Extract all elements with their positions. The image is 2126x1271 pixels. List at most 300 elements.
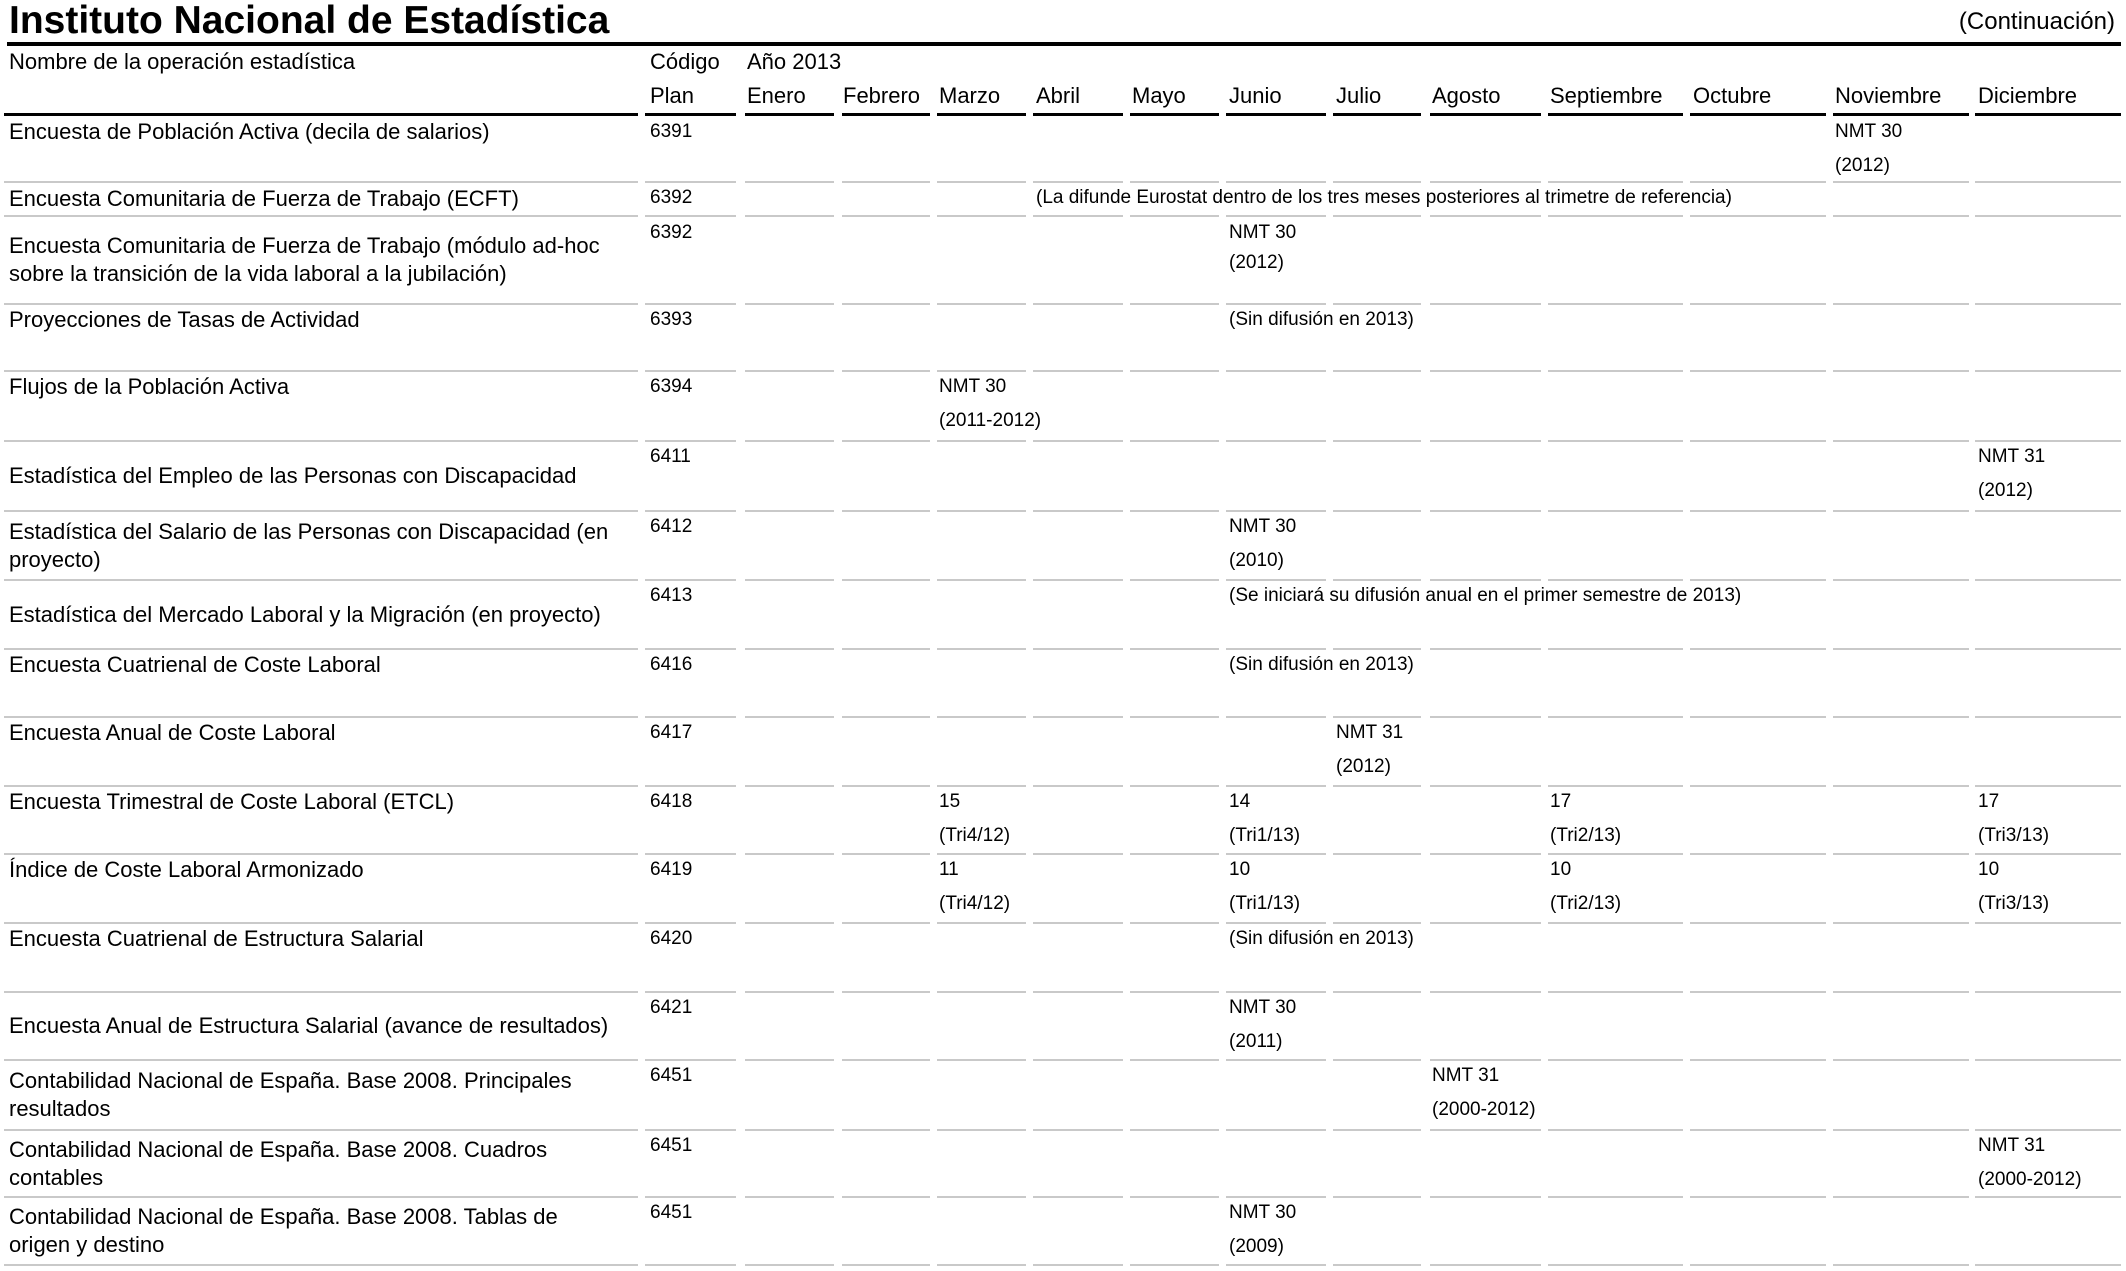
row-divider-segment xyxy=(1690,440,1826,442)
row-divider-segment xyxy=(1690,1264,1826,1266)
row-divider-segment xyxy=(1033,510,1123,512)
row-divider-segment xyxy=(645,215,736,217)
row-divider-segment xyxy=(1690,922,1826,924)
release-period: (Tri2/13) xyxy=(1550,825,1622,846)
row-divider-segment xyxy=(937,579,1026,581)
row-divider-segment xyxy=(1975,922,2121,924)
release-period: (2012) xyxy=(1835,155,1890,176)
row-divider-segment xyxy=(4,181,638,183)
row-divider-segment xyxy=(937,440,1026,442)
row-divider-segment xyxy=(1548,648,1683,650)
row-divider-segment xyxy=(842,922,930,924)
row-divider-segment xyxy=(1130,510,1219,512)
header-rule-segment xyxy=(1975,113,2121,116)
row-divider-segment xyxy=(4,785,638,787)
row-divider-segment xyxy=(745,716,834,718)
release-number: NMT 31 xyxy=(1978,446,2046,467)
operation-name: Contabilidad Nacional de España. Base 2008. Tablas de origen y destino xyxy=(9,1204,558,1257)
row-divider-segment xyxy=(745,853,834,855)
row-divider-segment xyxy=(1130,991,1219,993)
row-divider-segment xyxy=(937,1059,1026,1061)
month-header: Octubre xyxy=(1693,83,1772,108)
row-divider-segment xyxy=(1548,1264,1683,1266)
row-divider-segment xyxy=(1033,716,1123,718)
release-period: (Tri4/12) xyxy=(939,825,1011,846)
column-header-name: Nombre de la operación estadística xyxy=(9,49,356,74)
column-header-year: Año 2013 xyxy=(747,49,842,74)
row-divider-segment xyxy=(1226,370,1326,372)
row-divider-segment xyxy=(1548,215,1683,217)
row-divider-segment xyxy=(842,648,930,650)
row-divider-segment xyxy=(1333,991,1421,993)
release-number: NMT 31 xyxy=(1336,722,1404,743)
row-divider-segment xyxy=(1033,1196,1123,1198)
row-divider-segment xyxy=(937,510,1026,512)
release-cell xyxy=(1835,115,1902,183)
row-divider-segment xyxy=(1430,510,1541,512)
operation-name: Encuesta Comunitaria de Fuerza de Trabajo (ECFT) xyxy=(9,186,519,211)
row-divider-segment xyxy=(1548,922,1683,924)
plan-code: 6421 xyxy=(650,997,693,1018)
operation-name: Estadística del Salario de las Personas con Discapacidad (en proyecto) xyxy=(9,518,609,572)
row-divider-segment xyxy=(1690,510,1826,512)
row-divider-segment xyxy=(1130,716,1219,718)
row-divider-segment xyxy=(937,648,1026,650)
release-cell xyxy=(1978,1129,2082,1197)
release-note: (La difunde Eurostat dentro de los tres meses posteriores al trimetre de referencia) xyxy=(1036,187,1732,208)
row-divider-segment xyxy=(842,303,930,305)
row-divider-segment xyxy=(745,440,834,442)
release-period: (2012) xyxy=(1229,252,1284,273)
row-divider-segment xyxy=(4,1059,638,1061)
row-divider-segment xyxy=(1690,716,1826,718)
row-divider-segment xyxy=(1130,1264,1219,1266)
header-rule-segment xyxy=(1333,113,1421,116)
row-divider-segment xyxy=(1333,1129,1421,1131)
row-divider-segment xyxy=(1130,648,1219,650)
operation-name: Encuesta Comunitaria de Fuerza de Trabajo (módulo ad-hoc sobre la transición de la vida laboral a la jubilación) xyxy=(9,233,600,286)
row-divider-segment xyxy=(937,303,1026,305)
row-divider-segment xyxy=(1690,853,1826,855)
row-divider-segment xyxy=(1033,991,1123,993)
release-cell xyxy=(1978,853,2049,921)
row-divider-segment xyxy=(1130,1196,1219,1198)
release-cell xyxy=(1229,785,1300,853)
row-divider-segment xyxy=(1833,991,1969,993)
row-divider-segment xyxy=(745,303,834,305)
release-period: (Tri2/13) xyxy=(1550,893,1622,914)
row-divider-segment xyxy=(1130,1059,1219,1061)
release-note: (Sin difusión en 2013) xyxy=(1229,928,1414,949)
row-divider-segment xyxy=(1975,579,2121,581)
row-divider-segment xyxy=(1226,716,1326,718)
header-rule-segment xyxy=(745,113,834,116)
row-divider-segment xyxy=(1033,215,1123,217)
row-divider-segment xyxy=(4,853,638,855)
release-number: 10 xyxy=(1229,859,1251,880)
plan-code: 6418 xyxy=(650,791,693,812)
release-cell xyxy=(1336,716,1403,784)
row-divider-segment xyxy=(1548,370,1683,372)
page-title: Instituto Nacional de Estadística xyxy=(9,0,610,42)
release-cell xyxy=(939,370,1041,438)
row-divider-segment xyxy=(1430,785,1541,787)
row-divider-segment xyxy=(1033,785,1123,787)
month-header: Diciembre xyxy=(1978,83,2078,108)
row-divider-segment xyxy=(1548,1059,1683,1061)
row-divider-segment xyxy=(1033,579,1123,581)
row-divider-segment xyxy=(1833,1196,1969,1198)
row-divider-segment xyxy=(1033,1129,1123,1131)
row-divider-segment xyxy=(842,1196,930,1198)
release-number: 17 xyxy=(1550,791,1572,812)
release-cell xyxy=(1229,218,1296,278)
release-number: 10 xyxy=(1550,859,1572,880)
row-divider-segment xyxy=(937,716,1026,718)
release-number: NMT 30 xyxy=(1835,121,1903,142)
row-divider-segment xyxy=(1833,579,1969,581)
row-divider-segment xyxy=(1690,785,1826,787)
row-divider-segment xyxy=(1690,1129,1826,1131)
operation-name: Estadística del Empleo de las Personas con Discapacidad xyxy=(9,463,577,488)
row-divider-segment xyxy=(1833,215,1969,217)
release-period: (2010) xyxy=(1229,550,1284,571)
row-divider-segment xyxy=(1975,181,2121,183)
month-header: Abril xyxy=(1036,83,1081,108)
row-divider-segment xyxy=(1975,510,2121,512)
row-divider-segment xyxy=(1548,303,1683,305)
header-rule-segment xyxy=(842,113,930,116)
row-divider-segment xyxy=(1690,1196,1826,1198)
plan-code: 6417 xyxy=(650,722,693,743)
row-divider-segment xyxy=(1226,1129,1326,1131)
month-header: Agosto xyxy=(1432,83,1501,108)
row-divider-segment xyxy=(1130,579,1219,581)
operation-name: Flujos de la Población Activa xyxy=(9,374,290,399)
row-divider-segment xyxy=(1833,785,1969,787)
operation-name: Encuesta Anual de Coste Laboral xyxy=(9,720,336,745)
row-divider-segment xyxy=(1975,303,2121,305)
row-divider-segment xyxy=(842,1264,930,1266)
release-cell xyxy=(1229,1196,1296,1264)
month-header: Febrero xyxy=(843,83,921,108)
row-divider-segment xyxy=(842,181,930,183)
row-divider-segment xyxy=(4,440,638,442)
row-divider-segment xyxy=(1033,922,1123,924)
release-cell xyxy=(1229,510,1296,578)
plan-code: 6419 xyxy=(650,859,693,880)
row-divider-segment xyxy=(937,215,1026,217)
row-divider-segment xyxy=(1130,440,1219,442)
release-cell xyxy=(939,785,1010,853)
row-divider-segment xyxy=(1333,785,1421,787)
row-divider-segment xyxy=(842,716,930,718)
operation-name: Estadística del Mercado Laboral y la Migración (en proyecto) xyxy=(9,601,601,627)
release-number: NMT 30 xyxy=(939,376,1007,397)
plan-code: 6412 xyxy=(650,516,693,537)
row-divider-segment xyxy=(1833,1129,1969,1131)
row-divider-segment xyxy=(937,991,1026,993)
row-divider-segment xyxy=(842,991,930,993)
row-divider-segment xyxy=(1333,1264,1421,1266)
release-period: (2012) xyxy=(1336,756,1391,777)
plan-code: 6391 xyxy=(650,121,693,142)
row-divider-segment xyxy=(4,716,638,718)
plan-code: 6393 xyxy=(650,309,693,330)
operation-name: Encuesta de Población Activa (decila de salarios) xyxy=(9,119,490,144)
row-divider-segment xyxy=(1975,215,2121,217)
row-divider-segment xyxy=(1833,303,1969,305)
release-number: 14 xyxy=(1229,791,1251,812)
row-divider-segment xyxy=(4,510,638,512)
release-number: 17 xyxy=(1978,791,2000,812)
row-divider-segment xyxy=(1333,853,1421,855)
row-divider-segment xyxy=(1690,370,1826,372)
row-divider-segment xyxy=(842,510,930,512)
plan-code: 6413 xyxy=(650,585,693,606)
row-divider-segment xyxy=(842,579,930,581)
row-divider-segment xyxy=(1430,303,1541,305)
header-rule-segment xyxy=(4,113,638,116)
row-divider-segment xyxy=(1130,1129,1219,1131)
row-divider-segment xyxy=(937,1129,1026,1131)
row-divider-segment xyxy=(1033,1264,1123,1266)
row-divider-segment xyxy=(1548,510,1683,512)
header-rule-segment xyxy=(1033,113,1123,116)
plan-code: 6411 xyxy=(650,446,691,467)
row-divider-segment xyxy=(1430,853,1541,855)
row-divider-segment xyxy=(1548,1129,1683,1131)
row-divider-segment xyxy=(745,370,834,372)
operation-name: Encuesta Anual de Estructura Salarial (avance de resultados) xyxy=(9,1013,609,1038)
row-divider-segment xyxy=(745,922,834,924)
column-header-code: Código xyxy=(650,49,720,74)
row-divider-segment xyxy=(745,785,834,787)
row-divider-segment xyxy=(1833,181,1969,183)
release-period: (2011) xyxy=(1229,1031,1283,1052)
release-period: (Tri3/13) xyxy=(1978,825,2050,846)
row-divider-segment xyxy=(937,1196,1026,1198)
row-divider-segment xyxy=(1430,370,1541,372)
plan-code: 6392 xyxy=(650,222,693,243)
release-number: 15 xyxy=(939,791,961,812)
plan-code: 6451 xyxy=(650,1202,693,1223)
row-divider-segment xyxy=(1833,1264,1969,1266)
row-divider-segment xyxy=(842,1059,930,1061)
release-number: NMT 30 xyxy=(1229,516,1297,537)
row-divider-segment xyxy=(745,181,834,183)
row-divider-segment xyxy=(745,648,834,650)
row-divider-segment xyxy=(1333,440,1421,442)
row-divider-segment xyxy=(1430,215,1541,217)
release-note: (Sin difusión en 2013) xyxy=(1229,309,1414,330)
row-divider-segment xyxy=(1033,370,1123,372)
row-divider-segment xyxy=(1975,1196,2121,1198)
row-divider-segment xyxy=(1975,1059,2121,1061)
row-divider-segment xyxy=(1430,991,1541,993)
row-divider-segment xyxy=(1833,510,1969,512)
release-cell xyxy=(1550,853,1621,921)
release-cell xyxy=(1550,785,1621,853)
row-divider-segment xyxy=(1690,991,1826,993)
row-divider-segment xyxy=(1690,215,1826,217)
row-divider-segment xyxy=(842,853,930,855)
plan-code: 6451 xyxy=(650,1135,693,1156)
row-divider-segment xyxy=(1430,1264,1541,1266)
operation-name: Encuesta Cuatrienal de Estructura Salarial xyxy=(9,926,424,951)
operation-name: Encuesta Cuatrienal de Coste Laboral xyxy=(9,652,381,677)
continuation-label: (Continuación) xyxy=(1958,8,2115,35)
row-divider-segment xyxy=(842,370,930,372)
row-divider-segment xyxy=(1226,1264,1326,1266)
operation-name: Proyecciones de Tasas de Actividad xyxy=(9,307,360,332)
release-cell xyxy=(1978,785,2049,853)
row-divider-segment xyxy=(842,1129,930,1131)
row-divider-segment xyxy=(4,1196,638,1198)
title-rule xyxy=(7,42,2121,46)
row-divider-segment xyxy=(745,1264,834,1266)
row-divider-segment xyxy=(1430,922,1541,924)
row-divider-segment xyxy=(645,1264,736,1266)
row-divider-segment xyxy=(4,215,638,217)
row-divider-segment xyxy=(1033,853,1123,855)
release-cell xyxy=(1229,853,1300,921)
row-divider-segment xyxy=(1226,440,1326,442)
operation-name: Índice de Coste Laboral Armonizado xyxy=(9,857,364,882)
header-rule-segment xyxy=(1548,113,1683,116)
row-divider-segment xyxy=(745,1196,834,1198)
row-divider-segment xyxy=(1333,510,1421,512)
row-divider-segment xyxy=(1975,370,2121,372)
release-cell xyxy=(939,853,1010,921)
row-divider-segment xyxy=(1333,370,1421,372)
row-divider-segment xyxy=(4,1264,638,1266)
header-rule-segment xyxy=(1226,113,1326,116)
row-divider-segment xyxy=(842,785,930,787)
row-divider-segment xyxy=(4,303,638,305)
release-number: NMT 31 xyxy=(1978,1135,2046,1156)
row-divider-segment xyxy=(1130,785,1219,787)
row-divider-segment xyxy=(1833,1059,1969,1061)
row-divider-segment xyxy=(4,922,638,924)
release-period: (2009) xyxy=(1229,1236,1284,1257)
release-cell xyxy=(1229,991,1296,1059)
row-divider-segment xyxy=(1130,215,1219,217)
row-divider-segment xyxy=(1130,853,1219,855)
header-rule-segment xyxy=(1690,113,1826,116)
row-divider-segment xyxy=(1975,648,2121,650)
row-divider-segment xyxy=(1430,716,1541,718)
row-divider-segment xyxy=(1033,1059,1123,1061)
row-divider-segment xyxy=(1226,215,1326,217)
release-number: NMT 30 xyxy=(1229,997,1297,1018)
row-divider-segment xyxy=(4,1129,638,1131)
row-divider-segment xyxy=(1333,1059,1421,1061)
row-divider-segment xyxy=(4,991,638,993)
release-period: (Tri1/13) xyxy=(1229,825,1301,846)
row-divider-segment xyxy=(745,1059,834,1061)
row-divider-segment xyxy=(842,215,930,217)
row-divider-segment xyxy=(1130,303,1219,305)
row-divider-segment xyxy=(4,370,638,372)
row-divider-segment xyxy=(1690,648,1826,650)
month-header: Junio xyxy=(1229,83,1282,108)
release-period: (2011-2012) xyxy=(939,410,1042,431)
row-divider-segment xyxy=(1833,716,1969,718)
row-divider-segment xyxy=(1975,1264,2121,1266)
month-header: Mayo xyxy=(1132,83,1186,108)
row-divider-segment xyxy=(1333,215,1421,217)
row-divider-segment xyxy=(745,1129,834,1131)
header-rule-segment xyxy=(937,113,1026,116)
row-divider-segment xyxy=(4,579,638,581)
release-number: 10 xyxy=(1978,859,2000,880)
row-divider-segment xyxy=(1033,440,1123,442)
release-period: (2012) xyxy=(1978,480,2033,501)
row-divider-segment xyxy=(4,648,638,650)
header-rule-segment xyxy=(1130,113,1219,116)
release-number: NMT 31 xyxy=(1432,1065,1500,1086)
row-divider-segment xyxy=(1430,440,1541,442)
release-cell xyxy=(1978,440,2045,508)
row-divider-segment xyxy=(1833,853,1969,855)
row-divider-segment xyxy=(1430,648,1541,650)
row-divider-segment xyxy=(1690,1059,1826,1061)
row-divider-segment xyxy=(1430,1129,1541,1131)
row-divider-segment xyxy=(937,181,1026,183)
row-divider-segment xyxy=(842,440,930,442)
release-note: (Se iniciará su difusión anual en el primer semestre de 2013) xyxy=(1229,585,1742,606)
release-note: (Sin difusión en 2013) xyxy=(1229,654,1414,675)
row-divider-segment xyxy=(1226,1059,1326,1061)
plan-code: 6394 xyxy=(650,376,693,397)
month-header: Julio xyxy=(1336,83,1382,108)
release-period: (Tri4/12) xyxy=(939,893,1011,914)
header-rule-segment xyxy=(1430,113,1541,116)
row-divider-segment xyxy=(745,579,834,581)
operation-name: Encuesta Trimestral de Coste Laboral (ETCL) xyxy=(9,789,455,814)
row-divider-segment xyxy=(745,215,834,217)
row-divider-segment xyxy=(1833,370,1969,372)
row-divider-segment xyxy=(1033,648,1123,650)
release-period: (2000-2012) xyxy=(1978,1169,2082,1190)
row-divider-segment xyxy=(937,1264,1026,1266)
release-number: 11 xyxy=(939,859,959,880)
release-cell xyxy=(1432,1059,1536,1127)
release-period: (Tri1/13) xyxy=(1229,893,1301,914)
operation-name: Contabilidad Nacional de España. Base 2008. Principales resultados xyxy=(9,1068,572,1121)
row-divider-segment xyxy=(1833,922,1969,924)
row-divider-segment xyxy=(1975,716,2121,718)
row-divider-segment xyxy=(745,991,834,993)
release-period: (2000-2012) xyxy=(1432,1099,1536,1120)
row-divider-segment xyxy=(1833,648,1969,650)
column-header-code-plan: Plan xyxy=(650,83,695,108)
row-divider-segment xyxy=(1333,1196,1421,1198)
row-divider-segment xyxy=(1975,991,2121,993)
row-divider-segment xyxy=(1690,303,1826,305)
row-divider-segment xyxy=(1130,370,1219,372)
row-divider-segment xyxy=(1548,716,1683,718)
release-period: (Tri3/13) xyxy=(1978,893,2050,914)
row-divider-segment xyxy=(1548,1196,1683,1198)
row-divider-segment xyxy=(937,922,1026,924)
release-number: NMT 30 xyxy=(1229,1202,1297,1223)
row-divider-segment xyxy=(745,510,834,512)
plan-code: 6416 xyxy=(650,654,693,675)
month-header: Septiembre xyxy=(1550,83,1663,108)
month-header: Noviembre xyxy=(1835,83,1942,108)
